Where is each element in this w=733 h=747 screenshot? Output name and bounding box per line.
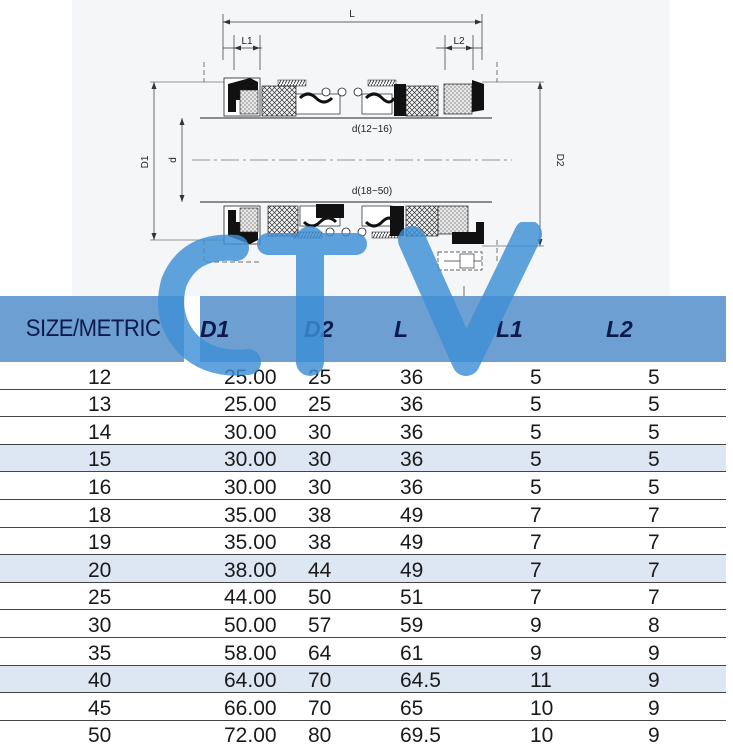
table-row bbox=[0, 417, 726, 445]
table-cell: 11 bbox=[496, 665, 606, 693]
table-cell: 9 bbox=[496, 637, 606, 665]
arrow bbox=[180, 195, 185, 202]
table-cell: 35 bbox=[0, 637, 200, 665]
table-cell: 25.00 bbox=[200, 362, 304, 389]
arrow bbox=[538, 82, 543, 89]
table-cell: 9 bbox=[606, 693, 726, 721]
col-header-d2: D2 bbox=[304, 296, 394, 362]
table-cell: 44.00 bbox=[200, 582, 304, 610]
table-cell: 9 bbox=[648, 724, 660, 747]
table-cell: 30 bbox=[304, 444, 394, 472]
label-d-upper: d(12~16) bbox=[351, 124, 393, 135]
table-row bbox=[0, 665, 726, 693]
table-cell: 15 bbox=[0, 444, 200, 472]
table-cell: 5 bbox=[496, 472, 606, 500]
table-cell: 5 bbox=[496, 362, 606, 389]
table-cell: 64.5 bbox=[394, 665, 496, 693]
table-cell: 40 bbox=[0, 665, 200, 693]
table-cell: 14 bbox=[0, 417, 200, 445]
table-cell: 61 bbox=[394, 637, 496, 665]
table-cell: 10 bbox=[530, 724, 554, 747]
table-cell: 30 bbox=[304, 417, 394, 445]
arrow bbox=[234, 46, 241, 51]
table-cell: 5 bbox=[496, 389, 606, 417]
table-cell: 70 bbox=[304, 693, 394, 721]
table-cell: 30.00 bbox=[200, 417, 304, 445]
table-cell: 16 bbox=[0, 472, 200, 500]
table-row bbox=[0, 499, 726, 527]
table-cell: 36 bbox=[394, 472, 496, 500]
dim-label-L1: L1 bbox=[241, 36, 253, 47]
table-cell: 80 bbox=[308, 724, 332, 747]
table-cell: 7 bbox=[606, 527, 726, 555]
arrow bbox=[223, 20, 230, 25]
dim-label-D2: D2 bbox=[554, 153, 565, 167]
table-cell: 36 bbox=[394, 389, 496, 417]
table-row bbox=[0, 362, 726, 389]
table-cell: 5 bbox=[606, 362, 726, 389]
col-header-size: SIZE/METRIC bbox=[0, 296, 184, 362]
dim-label-D1: D1 bbox=[140, 155, 151, 169]
dim-label-L: L bbox=[349, 9, 355, 20]
table-cell: 9 bbox=[606, 637, 726, 665]
table-cell: 49 bbox=[394, 555, 496, 583]
col-header-l: L bbox=[394, 296, 496, 362]
seal-drawing bbox=[72, 0, 670, 296]
table-cell: 30 bbox=[0, 610, 200, 638]
table-cell: 7 bbox=[606, 499, 726, 527]
table-cell: 5 bbox=[606, 417, 726, 445]
table-cell: 20 bbox=[0, 555, 200, 583]
table-cell: 7 bbox=[606, 582, 726, 610]
table-row bbox=[0, 472, 726, 500]
table-cell: 25 bbox=[304, 389, 394, 417]
table-row bbox=[0, 637, 726, 665]
table-cell: 18 bbox=[0, 499, 200, 527]
table-row bbox=[0, 582, 726, 610]
table-cell: 66.00 bbox=[200, 693, 304, 721]
table-row bbox=[0, 527, 726, 555]
dim-label-d: d bbox=[168, 157, 179, 163]
table-cell: 35.00 bbox=[200, 527, 304, 555]
table-cell: 50 bbox=[88, 724, 112, 747]
arrow bbox=[445, 46, 452, 51]
arrow bbox=[180, 118, 185, 125]
dim-label-L2: L2 bbox=[453, 36, 465, 47]
table-cell: 49 bbox=[394, 499, 496, 527]
arrow bbox=[152, 82, 157, 89]
arrow bbox=[538, 239, 543, 246]
arrow bbox=[475, 20, 482, 25]
table-cell: 64 bbox=[304, 637, 394, 665]
table-cell: 5 bbox=[606, 472, 726, 500]
mechanical-seal-cross-section bbox=[72, 0, 670, 296]
table-cell: 36 bbox=[394, 362, 496, 389]
arrow bbox=[152, 233, 157, 240]
table-cell: 10 bbox=[496, 693, 606, 721]
spec-table bbox=[0, 296, 726, 747]
table-cell: 65 bbox=[394, 693, 496, 721]
col-header-d1: D1 bbox=[200, 296, 304, 362]
table-row bbox=[0, 389, 726, 417]
table-cell: 25 bbox=[304, 362, 394, 389]
table-cell: 64.00 bbox=[200, 665, 304, 693]
table-row bbox=[0, 444, 726, 472]
table-row bbox=[0, 720, 726, 747]
table-cell: 72.00 bbox=[224, 724, 277, 747]
table-cell: 51 bbox=[394, 582, 496, 610]
table-cell: 38.00 bbox=[200, 555, 304, 583]
table-cell: 5 bbox=[496, 417, 606, 445]
arrow bbox=[253, 46, 260, 51]
table-cell: 12 bbox=[0, 362, 200, 389]
table-cell: 25 bbox=[0, 582, 200, 610]
table-cell: 36 bbox=[394, 417, 496, 445]
col-header-l1: L1 bbox=[496, 296, 606, 362]
table-cell: 38 bbox=[304, 527, 394, 555]
table-cell: 44 bbox=[304, 555, 394, 583]
table-cell: 5 bbox=[606, 389, 726, 417]
table-body bbox=[0, 362, 726, 747]
table-cell: 38 bbox=[304, 499, 394, 527]
table-header-row bbox=[0, 296, 726, 362]
table-cell: 35.00 bbox=[200, 499, 304, 527]
table-cell: 9 bbox=[606, 665, 726, 693]
table-cell: 59 bbox=[394, 610, 496, 638]
table-cell: 5 bbox=[606, 444, 726, 472]
table-cell: 13 bbox=[0, 389, 200, 417]
table-cell: 70 bbox=[304, 665, 394, 693]
table-cell: 50.00 bbox=[200, 610, 304, 638]
table-cell: 30.00 bbox=[200, 472, 304, 500]
table-cell: 30.00 bbox=[200, 444, 304, 472]
table-cell: 7 bbox=[496, 582, 606, 610]
table-cell: 49 bbox=[394, 527, 496, 555]
table-cell: 7 bbox=[496, 555, 606, 583]
table-cell: 19 bbox=[0, 527, 200, 555]
label-d-lower: d(18~50) bbox=[351, 186, 393, 197]
table-cell: 58.00 bbox=[200, 637, 304, 665]
table-row bbox=[0, 555, 726, 583]
seal-top-half bbox=[224, 78, 484, 135]
table-cell: 45 bbox=[0, 693, 200, 721]
table-cell: 36 bbox=[394, 444, 496, 472]
table-row bbox=[0, 693, 726, 721]
table-cell: 7 bbox=[496, 499, 606, 527]
col-header-l2: L2 bbox=[606, 296, 726, 362]
table-cell: 7 bbox=[496, 527, 606, 555]
table-cell: 69.5 bbox=[400, 724, 441, 747]
table-cell: 57 bbox=[304, 610, 394, 638]
table-cell: 9 bbox=[496, 610, 606, 638]
table-cell: 50 bbox=[304, 582, 394, 610]
table-cell: 5 bbox=[496, 444, 606, 472]
arrow bbox=[466, 46, 473, 51]
table-cell: 7 bbox=[606, 555, 726, 583]
table-cell: 30 bbox=[304, 472, 394, 500]
table-row bbox=[0, 610, 726, 638]
table-cell: 8 bbox=[606, 610, 726, 638]
table-cell: 25.00 bbox=[200, 389, 304, 417]
